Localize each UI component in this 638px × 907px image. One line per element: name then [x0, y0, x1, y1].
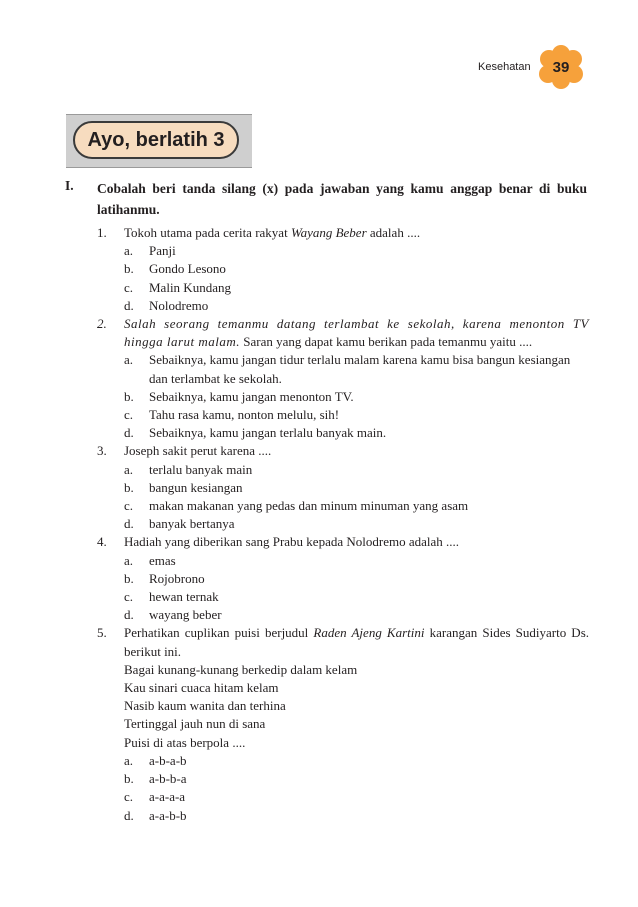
option-b[interactable] — [124, 260, 589, 278]
question-italic-title: Raden Ajeng Kartini — [313, 625, 425, 641]
question-text-part: adalah .... — [366, 225, 421, 240]
option-letter: d. — [124, 425, 134, 441]
option-d[interactable] — [124, 807, 589, 825]
question-text-part: Tokoh utama pada cerita rakyat — [124, 225, 291, 240]
option-letter: c. — [124, 789, 134, 805]
question-text: Joseph sakit perut karena .... — [124, 443, 272, 459]
option-text: a-b-b-a — [149, 771, 187, 787]
question-prompt: Puisi di atas berpola .... — [124, 734, 246, 750]
option-c[interactable] — [124, 406, 589, 424]
option-text: Nolodremo — [149, 297, 209, 313]
option-letter: a. — [124, 552, 134, 568]
option-letter: c. — [124, 279, 134, 295]
question-number: 2. — [97, 316, 107, 332]
option-letter: a. — [124, 243, 134, 259]
poem-line: Kau sinari cuaca hitam kelam — [124, 680, 279, 696]
question-number: 4. — [97, 534, 107, 550]
option-c[interactable] — [124, 788, 589, 806]
page-number-badge — [537, 45, 585, 89]
option-text: Sebaiknya, kamu jangan tidur terlalu malam karena kamu bisa bangun kesiangan dan terlambat ke sekolah. — [149, 352, 571, 386]
question-3 — [97, 442, 589, 533]
question-number: 3. — [97, 443, 107, 459]
option-b[interactable] — [124, 388, 589, 406]
option-text: bangun kesiangan — [149, 479, 243, 495]
option-a[interactable] — [124, 242, 589, 260]
option-text: Gondo Lesono — [149, 261, 226, 277]
question-5 — [97, 624, 589, 824]
option-letter: c. — [124, 407, 134, 423]
option-text: banyak bertanya — [149, 516, 235, 532]
option-c[interactable] — [124, 588, 589, 606]
option-text: emas — [149, 552, 176, 568]
option-text: Sebaiknya, kamu jangan menonton TV. — [149, 388, 354, 404]
option-letter: b. — [124, 570, 134, 586]
option-letter: c. — [124, 589, 134, 605]
option-text: terlalu banyak main — [149, 461, 253, 477]
option-d[interactable] — [124, 515, 589, 533]
question-text — [124, 224, 589, 242]
option-text: wayang beber — [149, 607, 222, 623]
poem-line: Tertinggal jauh nun di sana — [124, 716, 266, 732]
option-letter: d. — [124, 807, 134, 823]
option-letter: b. — [124, 771, 134, 787]
question-text-part: Perhatikan cuplikan puisi berjudul — [124, 625, 314, 641]
option-c[interactable] — [124, 279, 589, 297]
option-letter: a. — [124, 461, 134, 477]
option-letter: b. — [124, 479, 134, 495]
option-letter: d. — [124, 607, 134, 623]
option-text: Panji — [149, 243, 176, 259]
question-text-part: Saran yang dapat kamu berikan pada temanmu yaitu .... — [240, 334, 533, 350]
option-text: Rojobrono — [149, 570, 205, 586]
question-4 — [97, 533, 589, 624]
option-text: Malin Kundang — [149, 279, 231, 295]
option-d[interactable] — [124, 297, 589, 315]
option-letter: b. — [124, 261, 134, 277]
section-title: Ayo, berlatih 3 — [73, 121, 239, 159]
option-text: a-a-b-b — [149, 807, 187, 823]
option-letter: a. — [124, 352, 134, 368]
option-letter: d. — [124, 516, 134, 532]
option-b[interactable] — [124, 770, 589, 788]
poem-line: Bagai kunang-kunang berkedip dalam kelam — [124, 661, 358, 677]
option-letter: b. — [124, 388, 134, 404]
option-b[interactable] — [124, 570, 589, 588]
option-letter: c. — [124, 498, 134, 514]
section-instruction: Cobalah beri tanda silang (x) pada jawaban yang kamu anggap benar di buku latihanmu. — [97, 181, 587, 217]
subject-label: Kesehatan — [478, 61, 531, 73]
question-text — [124, 624, 589, 660]
question-number: 5. — [97, 625, 107, 641]
option-text: makan makanan yang pedas dan minum minuman yang asam — [149, 498, 469, 514]
question-text — [124, 315, 589, 351]
question-2 — [97, 315, 589, 442]
option-text: a-b-a-b — [149, 752, 187, 768]
option-text: a-a-a-a — [149, 789, 186, 805]
question-text: Hadiah yang diberikan sang Prabu kepada Nolodremo adalah .... — [124, 534, 460, 550]
question-number: 1. — [97, 225, 107, 240]
question-1 — [97, 224, 589, 315]
option-d[interactable] — [124, 424, 589, 442]
option-text: hewan ternak — [149, 589, 219, 605]
option-a[interactable] — [124, 552, 589, 570]
option-b[interactable] — [124, 479, 589, 497]
option-text: Tahu rasa kamu, nonton melulu, sih! — [149, 407, 340, 423]
question-italic-title: Wayang Beber — [290, 225, 367, 240]
question-text-part: karangan Sides Sudiyarto Ds. berikut ini. — [124, 625, 589, 659]
option-letter: a. — [124, 752, 134, 768]
option-letter: d. — [124, 297, 134, 313]
option-c[interactable] — [124, 497, 589, 515]
option-a[interactable] — [124, 752, 589, 770]
option-d[interactable] — [124, 606, 589, 624]
option-a[interactable] — [124, 351, 589, 387]
option-text: Sebaiknya, kamu jangan terlalu banyak main. — [149, 425, 387, 441]
section-number: I. — [65, 178, 74, 193]
page-number: 39 — [552, 58, 570, 76]
question-list — [97, 224, 589, 825]
poem-line: Nasib kaum wanita dan terhina — [124, 698, 286, 714]
question-italic-text: Salah seorang temanmu datang terlambat ke sekolah, karena menonton TV hingga larut malam. — [124, 316, 589, 350]
option-a[interactable] — [124, 461, 589, 479]
